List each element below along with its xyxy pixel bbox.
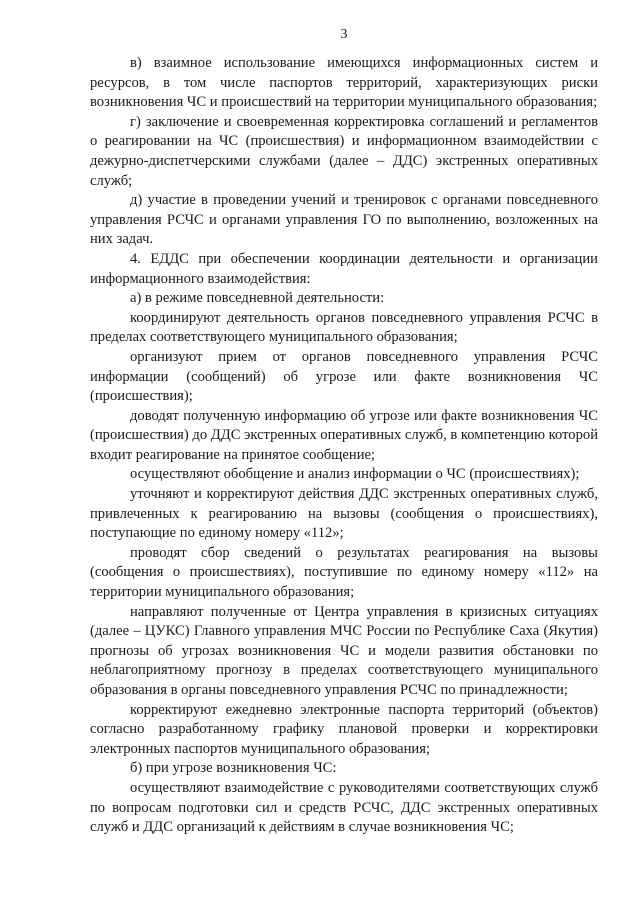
paragraph: осуществляют взаимодействие с руководителями соответствующих служб по вопросам подготовки сил и средств РСЧС, ДДС экстренных оперативных служб и ДДС организаций к действиям в случае возникновения ЧС; (90, 779, 598, 836)
paragraph: доводят полученную информацию об угрозе или факте возникновения ЧС (происшествия) до ДДС экстренных оперативных служб, в компетенцию которой входит реагирование на принятое сообщение; (90, 407, 598, 463)
paragraph: г) заключение и своевременная корректировка соглашений и регламентов о реагировании на ЧС (происшествия) и информационном взаимодействии с дежурно-диспетчерскими службами (далее – ДДС) экстренных оперативных служб; (90, 113, 598, 189)
paragraph: д) участие в проведении учений и тренировок с органами повседневного управления РСЧС и органами управления ГО по выполнению, возложенных на них задач. (90, 192, 598, 248)
paragraph: уточняют и корректируют действия ДДС экстренных оперативных служб, привлеченных к реагированию на вызовы (сообщения о происшествиях), поступающие по единому номеру «112»; (90, 486, 598, 542)
paragraph: организуют прием от органов повседневного управления РСЧС информации (сообщений) об угрозе или факте возникновения ЧС (происшествия); (90, 348, 598, 405)
paragraph: проводят сбор сведений о результатах реагирования на вызовы (сообщения о происшествиях), поступившие по единому номеру «112» на территории муниципального образования; (90, 544, 598, 601)
document-body (90, 54, 598, 838)
paragraph: а) в режиме повседневной деятельности: (130, 290, 385, 307)
paragraph: координируют деятельность органов повседневного управления РСЧС в пределах соответствующего муниципального образования; (90, 309, 598, 346)
paragraph: направляют полученные от Центра управления в кризисных ситуациях (далее – ЦУКС) Главного управления МЧС России по Республике Саха (Якутия) прогнозы об угрозах возникновения ЧС и модели развития обстановки по неблагоприятному прогнозу в пределах соответствующего муниципального образования в органы повседневного управления РСЧС по принадлежности; (90, 603, 598, 698)
paragraph: б) при угрозе возникновения ЧС: (130, 760, 337, 777)
page-number: 3 (340, 27, 348, 42)
paragraph: осуществляют обобщение и анализ информации о ЧС (происшествиях); (130, 466, 580, 483)
paragraph: корректируют ежедневно электронные паспорта территорий (объектов) согласно разработанному графику плановой проверки и корректировки электронных паспортов муниципального образования; (90, 701, 598, 757)
paragraph: 4. ЕДДС при обеспечении координации деятельности и организации информационного взаимодействия: (90, 250, 598, 287)
paragraph: в) взаимное использование имеющихся информационных систем и ресурсов, в том числе паспортов территорий, характеризующих риски возникновения ЧС и происшествий на территории муниципального образования; (90, 55, 598, 111)
